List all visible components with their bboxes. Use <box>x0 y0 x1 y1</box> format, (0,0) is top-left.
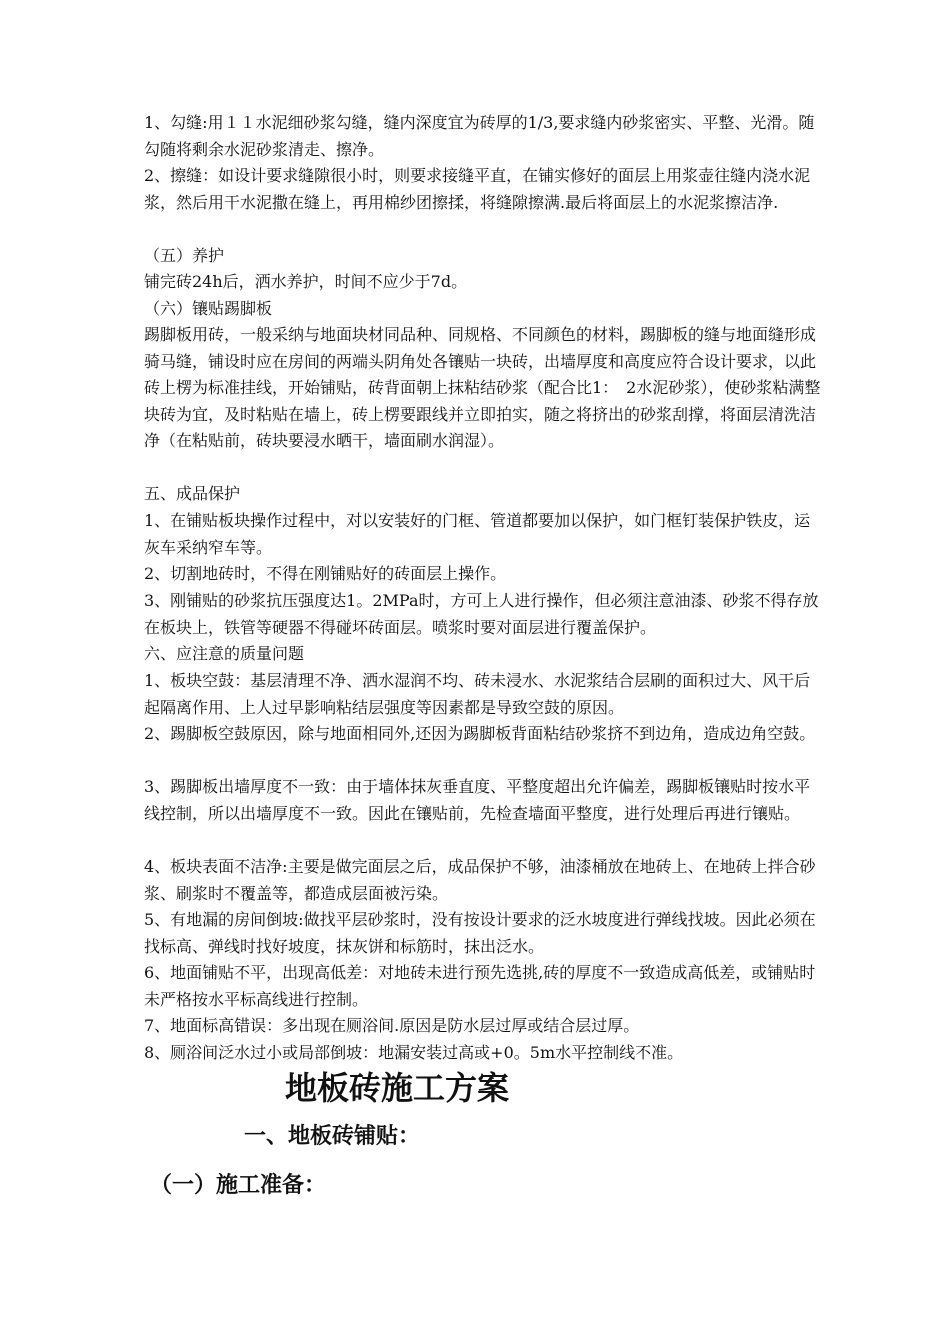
paragraph-joint-wiping: 2、擦缝：如设计要求缝隙很小时，则要求接缝平直，在铺实修好的面层上用浆壶往缝内浇水泥浆，然后用干水泥撒在缝上，再用棉纱团擦揉，将缝隙擦满.最后将面层上的水泥浆擦洁净. <box>144 166 811 212</box>
paragraph-issue-2: 2、踢脚板空鼓原因，除与地面相同外,还因为踢脚板背面粘结砂浆挤不到边角，造成边角空鼓。 <box>144 724 816 743</box>
paragraph-issue-4: 4、板块表面不洁净:主要是做完面层之后，成品保护不够，油漆桶放在地砖上、在地砖上拌合砂浆、刷浆时不覆盖等，都造成层面被污染。 <box>144 857 816 903</box>
paragraph-issue-5: 5、有地漏的房间倒坡:做找平层砂浆时，没有按设计要求的泛水坡度进行弹线找坡。因此必须在找标高、弹线时找好坡度，抹灰饼和标筋时，抹出泛水。 <box>144 910 816 956</box>
heading-product-protection: 五、成品保护 <box>144 484 241 503</box>
paragraph-issue-6: 6、地面铺贴不平，出现高低差：对地砖未进行预先选挑,砖的厚度不一致造成高低差，或铺贴时未严格按水平标高线进行控制。 <box>144 963 816 1009</box>
heading-skirting: （六）镶贴踢脚板 <box>144 299 273 318</box>
heading-quality-issues: 六、应注意的质量问题 <box>144 644 305 663</box>
paragraph-skirting: 踢脚板用砖，一般采纳与地面块材同品种、同规格、不同颜色的材料，踢脚板的缝与地面缝形成骑马缝，铺设时应在房间的两端头阴角处各镶贴一块砖，出墙厚度和高度应符合设计要求，以此砖上楞为标准挂线，开始铺贴，砖背面朝上抹粘结砂浆（配合比1： 2水泥砂浆），使砂浆粘满整块砖为宜，及时粘贴在墙上，砖上楞要跟线并立即拍实，随之将挤出的砂浆刮撑，将面层清洗洁净（在粘贴前，砖块要浸水晒干，墙面刷水润湿）。 <box>144 325 821 451</box>
paragraph-protection-3: 3、刚铺贴的砂浆抗压强度达1。2MPa时，方可上人进行操作，但必须注意油漆、砂浆不得存放在板块上，铁管等硬器不得碰坏砖面层。喷浆时要对面层进行覆盖保护。 <box>144 591 819 637</box>
subsection-heading: （一）施工准备： <box>150 1172 327 1198</box>
document-title: 地板砖施工方案 <box>285 1069 510 1107</box>
paragraph-protection-2: 2、切割地砖时，不得在刚铺贴好的砖面层上操作。 <box>144 564 507 583</box>
paragraph-curing: 铺完砖24h后，洒水养护，时间不应少于7d。 <box>144 272 468 291</box>
paragraph-joint-pointing: 1、勾缝:用１１水泥细砂浆勾缝，缝内深度宜为砖厚的1/3,要求缝内砂浆密实、平整、光滑。随勾随将剩余水泥砂浆清走、擦净。 <box>144 113 815 159</box>
paragraph-issue-8: 8、厕浴间泛水过小或局部倒坡：地漏安装过高或+0。5m水平控制线不准。 <box>144 1043 684 1062</box>
paragraph-issue-1: 1、板块空鼓：基层清理不净、洒水湿润不均、砖未浸水、水泥浆结合层刷的面积过大、风干后起隔离作用、上人过早影响粘结层强度等因素都是导致空鼓的原因。 <box>144 671 811 717</box>
section-heading: 一、地板砖铺贴： <box>244 1123 421 1149</box>
heading-curing: （五）养护 <box>144 246 225 265</box>
paragraph-protection-1: 1、在铺贴板块操作过程中，对以安装好的门框、管道都要加以保护，如门框钉装保护铁皮，运灰车采纳窄车等。 <box>144 511 811 557</box>
paragraph-issue-7: 7、地面标高错误：多出现在厕浴间.原因是防水层过厚或结合层过厚。 <box>144 1016 640 1035</box>
paragraph-issue-3: 3、踢脚板出墙厚度不一致：由于墙体抹灰垂直度、平整度超出允许偏差，踢脚板镶贴时按水平线控制，所以出墙厚度不一致。因此在镶贴前，先检查墙面平整度，进行处理后再进行镶贴。 <box>144 777 811 823</box>
